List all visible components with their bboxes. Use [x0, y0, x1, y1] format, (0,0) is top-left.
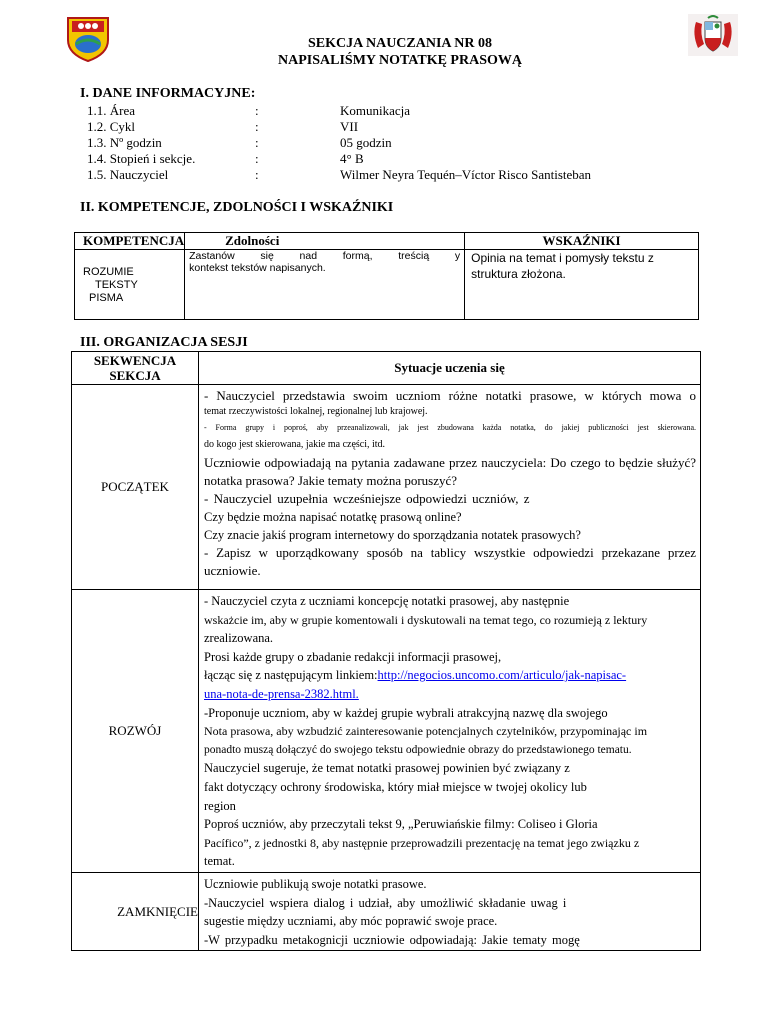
info-value: Wilmer Neyra Tequén–Víctor Risco Santisteban [340, 167, 592, 182]
info-separator: : [255, 103, 259, 118]
info-value: VII [340, 119, 359, 134]
article-link[interactable]: http://negocios.uncomo.com/articulo/jak-napisac- [377, 668, 627, 683]
info-value: Komunikacja [340, 103, 411, 118]
info-label: 1.4. Stopień i sekcje. [87, 151, 196, 166]
info-label: 1.1. Área [87, 103, 136, 118]
zamkniecie-content: Uczniowie publikują swoje notatki prasowe. -Nauczyciel wspiera dialog i udział, aby umożliwić składanie uwag i sugestie między uczniami, aby móc poprawić swoje prace. -W przypadku metakognicji uczniowie odpowiadają: Jakie tematy mogę [199, 873, 701, 951]
col-header-sequence: SEKWENCJA SEKCJA [72, 352, 199, 385]
rozwoj-content: - Nauczyciel czyta z uczniami koncepcję notatki prasowej, aby następnie wskażcie im, aby w grupie komentowali i dyskutowali na temat tego, co rozumieją z lektury zrealizowana. Prosi każde grupy o zbadanie redakcji informacji prasowej, łącząc się z następującym linkiem:http://negocios.uncomo.com/articulo/jak-napisac- una-nota-de-prensa-2382.html. -Proponuje uczniom, aby w każdej grupie wybrali atrakcyjną nazwę dla swojego Nota prasowa, aby wzbudzić zainteresowanie potencjalnych czytelników, przypominając im ponadto muszą dołączyć do swojego tekstu odpowiednie obrazy do przedstawionego tematu. Nauczyciel sugeruje, że temat notatki prasowej powinien być związany z fakt dotyczący ochrony środowiska, który miał miejsce w twojej okolicy lub region Poproś uczniów, aby przeczytali tekst 9, „Peruwiańskie filmy: Coliseo i Gloria Pacífico”, z jednostki 8, aby następnie przeprowadzili prezentację na temat jego związku z temat. [199, 590, 701, 873]
poczatek-content: - Nauczyciel przedstawia swoim uczniom różne notatki prasowe, w których mowa o temat rzeczywistości lokalnej, regionalnej lub krajowej. - Forma grupy i poproś, aby przeanalizowali, jak jest zbudowana każda notatka, do jakiej publiczności jest skierowana. do kogo jest skierowana, jakie ma części, itd. Uczniowie odpowiadają na pytania zadawane przez nauczyciela: Do czego to będzie służyć? notatka prasowa? Jakie tematy można poruszyć? - Nauczyciel uzupełnia wcześniejsze odpowiedzi uczniów, z Czy będzie można napisać notatkę prasową online? Czy znacie jakiś program internetowy do sporządzania notatek prasowych? - Zapisz w uporządkowany sposób na tablicy wszystkie odpowiedzi przekazane przez uczniowie. [199, 385, 701, 590]
row-rozwoj [72, 590, 701, 873]
info-row-teacher [0, 167, 768, 183]
section1-heading: I. DANE INFORMACYJNE: [80, 86, 256, 101]
info-value: 4° B [340, 151, 364, 166]
phase-label-zamkniecie: ZAMKNIĘCIE [72, 873, 199, 951]
page-title-line2: NAPISALIŚMY NOTATKĘ PRASOWĄ [278, 53, 522, 68]
info-row-area [0, 103, 768, 119]
session-table [71, 351, 701, 951]
info-row-hours [0, 135, 768, 151]
competency-table [74, 232, 699, 320]
zdolnosci-cell: Zastanów się nad formą, treścią y kontekst tekstów napisanych. [185, 250, 465, 320]
info-separator: : [255, 151, 259, 166]
col-header-situations: Sytuacje uczenia się [199, 352, 701, 385]
col-header-zdolnosci: Zdolności [185, 233, 465, 250]
info-label: 1.5. Nauczyciel [87, 167, 169, 182]
info-label: 1.2. Cykl [87, 119, 136, 134]
link-prefix: łącząc się z następującym linkiem: [204, 668, 378, 683]
info-row-grade [0, 151, 768, 167]
col-header-wskazniki: WSKAŹNIKI [465, 233, 699, 250]
info-separator: : [255, 167, 259, 182]
phase-label-poczatek: POCZĄTEK [72, 385, 199, 590]
info-separator: : [255, 119, 259, 134]
phase-label-rozwoj: ROZWÓJ [72, 590, 199, 873]
info-label: 1.3. Nº godzin [87, 135, 162, 150]
article-link-continued[interactable]: una-nota-de-prensa-2382.html. [204, 686, 359, 701]
info-row-cycle [0, 119, 768, 135]
info-separator: : [255, 135, 259, 150]
row-poczatek [72, 385, 701, 590]
col-header-kompetencja: KOMPETENCJA [75, 233, 185, 250]
section3-heading: III. ORGANIZACJA SESJI [80, 335, 248, 350]
page-title-line1: SEKCJA NAUCZANIA NR 08 [308, 36, 492, 51]
info-value: 05 godzin [340, 135, 392, 150]
row-zamkniecie [72, 873, 701, 951]
section2-heading: II. KOMPETENCJE, ZDOLNOŚCI I WSKAŹNIKI [80, 200, 394, 215]
wskazniki-cell: Opinia na temat i pomysły tekstu z struktura złożona. [465, 250, 699, 320]
kompetencja-cell: ROZUMIE TEKSTY PISMA [75, 250, 185, 320]
